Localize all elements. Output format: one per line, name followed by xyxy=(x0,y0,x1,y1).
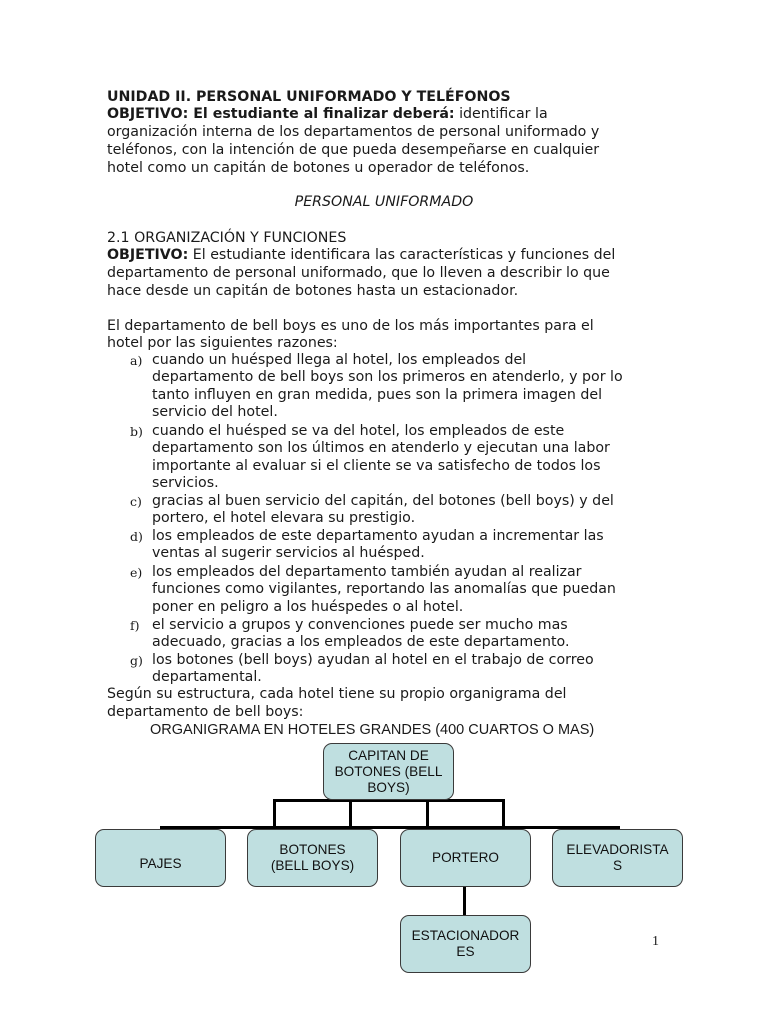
list-marker: d) xyxy=(130,529,143,544)
list-item-line: cuando el huésped se va del hotel, los empleados de este xyxy=(152,423,565,439)
objective-1-line: hotel como un capitán de botones u operador de teléfonos. xyxy=(107,160,530,176)
structure-line: Según su estructura, cada hotel tiene su propio organigrama del xyxy=(107,686,567,702)
objective-2-label: OBJETIVO: xyxy=(107,247,189,263)
list-marker: g) xyxy=(130,653,143,668)
subsection-title: 2.1 ORGANIZACIÓN Y FUNCIONES xyxy=(107,230,347,246)
list-item-line: adecuado, gracias a los empleados de este departamento. xyxy=(152,634,570,650)
org-node-pajes xyxy=(95,829,226,887)
list-item-line: departamental. xyxy=(152,669,262,685)
org-chart-title: ORGANIGRAMA EN HOTELES GRANDES (400 CUARTOS O MAS) xyxy=(150,722,595,738)
page-number: 1 xyxy=(652,934,659,949)
node-label-line: BOTONES (BELL xyxy=(334,763,443,779)
unit-title: UNIDAD II. PERSONAL UNIFORMADO Y TELÉFONOS xyxy=(107,89,511,105)
list-marker: a) xyxy=(130,353,143,368)
list-item-line: tanto influyen en gran medida, pues son la primera imagen del xyxy=(152,387,603,403)
list-item-line: poner en peligro a los huéspedes o al hotel. xyxy=(152,599,464,615)
node-label-line: BOTONES xyxy=(279,842,346,857)
intro-line: El departamento de bell boys es uno de los más importantes para el xyxy=(107,318,594,334)
connector-drop xyxy=(426,799,429,829)
objective-1-label: OBJETIVO: xyxy=(107,106,189,122)
node-label-line: ELEVADORISTA xyxy=(566,842,669,857)
org-node-estacionadores xyxy=(400,915,531,973)
structure-line: departamento de bell boys: xyxy=(107,704,304,720)
list-marker: e) xyxy=(130,565,143,580)
list-item-line: los empleados de este departamento ayudan a incrementar las xyxy=(152,528,604,544)
objective-1-first-line xyxy=(107,106,548,123)
list-item-line: departamento son los últimos en atenderlo y ejecutan una labor xyxy=(152,440,610,456)
node-label-line: BOYS) xyxy=(367,779,410,795)
list-item-line: gracias al buen servicio del capitán, del botones (bell boys) y del xyxy=(152,493,614,509)
objective-2-text: El estudiante identificara las características y funciones del xyxy=(188,247,616,263)
connector-portero-estacionadores xyxy=(463,885,466,916)
list-item-line: servicios. xyxy=(152,475,219,491)
objective-1-line: teléfonos, con la intención de que pueda desempeñarse en cualquier xyxy=(107,142,600,158)
org-node-capitan-de-botones xyxy=(323,743,454,800)
objective-1-text: identificar la xyxy=(454,106,548,122)
section-heading: PERSONAL UNIFORMADO xyxy=(294,194,474,210)
objective-1-bold-text: El estudiante al finalizar deberá: xyxy=(188,106,455,122)
node-label-line: PORTERO xyxy=(432,850,499,865)
org-node-elevadoristas xyxy=(552,829,683,887)
list-marker: b) xyxy=(130,424,143,439)
node-label-line: ES xyxy=(456,944,475,959)
node-label-line: PAJES xyxy=(139,856,182,871)
list-marker: f) xyxy=(130,618,140,633)
list-item-line: el servicio a grupos y convenciones puede ser mucho mas xyxy=(152,617,568,633)
list-item-line: portero, el hotel elevara su prestigio. xyxy=(152,510,416,526)
list-item-line: los empleados del departamento también ayudan al realizar xyxy=(152,564,582,580)
objective-2-first-line xyxy=(107,247,615,264)
org-node-botones xyxy=(247,829,378,887)
list-marker: c) xyxy=(130,494,142,509)
connector-drop xyxy=(349,799,352,829)
node-label-line: CAPITAN DE xyxy=(348,747,429,763)
list-item-line: importante al evaluar si el cliente se va satisfecho de todos los xyxy=(152,458,601,474)
connector-drop xyxy=(273,799,276,829)
connector-drop xyxy=(502,799,505,829)
objective-1-line: organización interna de los departamentos de personal uniformado y xyxy=(107,124,600,140)
list-item-line: departamento de bell boys son los primeros en atenderlo, y por lo xyxy=(152,369,623,385)
list-item-line: ventas al sugerir servicios al huésped. xyxy=(152,545,425,561)
list-item-line: servicio del hotel. xyxy=(152,404,278,420)
node-label-line: (BELL BOYS) xyxy=(270,858,355,873)
objective-2-line: departamento de personal uniformado, que lo lleven a describir lo que xyxy=(107,265,610,281)
list-item-line: funciones como vigilantes, reportando las anomalías que puedan xyxy=(152,581,616,597)
node-label-line: S xyxy=(612,858,623,873)
intro-line: hotel por las siguientes razones: xyxy=(107,335,338,351)
node-label-line: ESTACIONADOR xyxy=(411,928,520,943)
list-item-line: cuando un huésped llega al hotel, los empleados del xyxy=(152,352,527,368)
org-node-portero xyxy=(400,829,531,887)
objective-2-line: hace desde un capitán de botones hasta un estacionador. xyxy=(107,283,519,299)
list-item-line: los botones (bell boys) ayudan al hotel en el trabajo de correo xyxy=(152,652,594,668)
connector-bottom-bar xyxy=(160,826,620,829)
